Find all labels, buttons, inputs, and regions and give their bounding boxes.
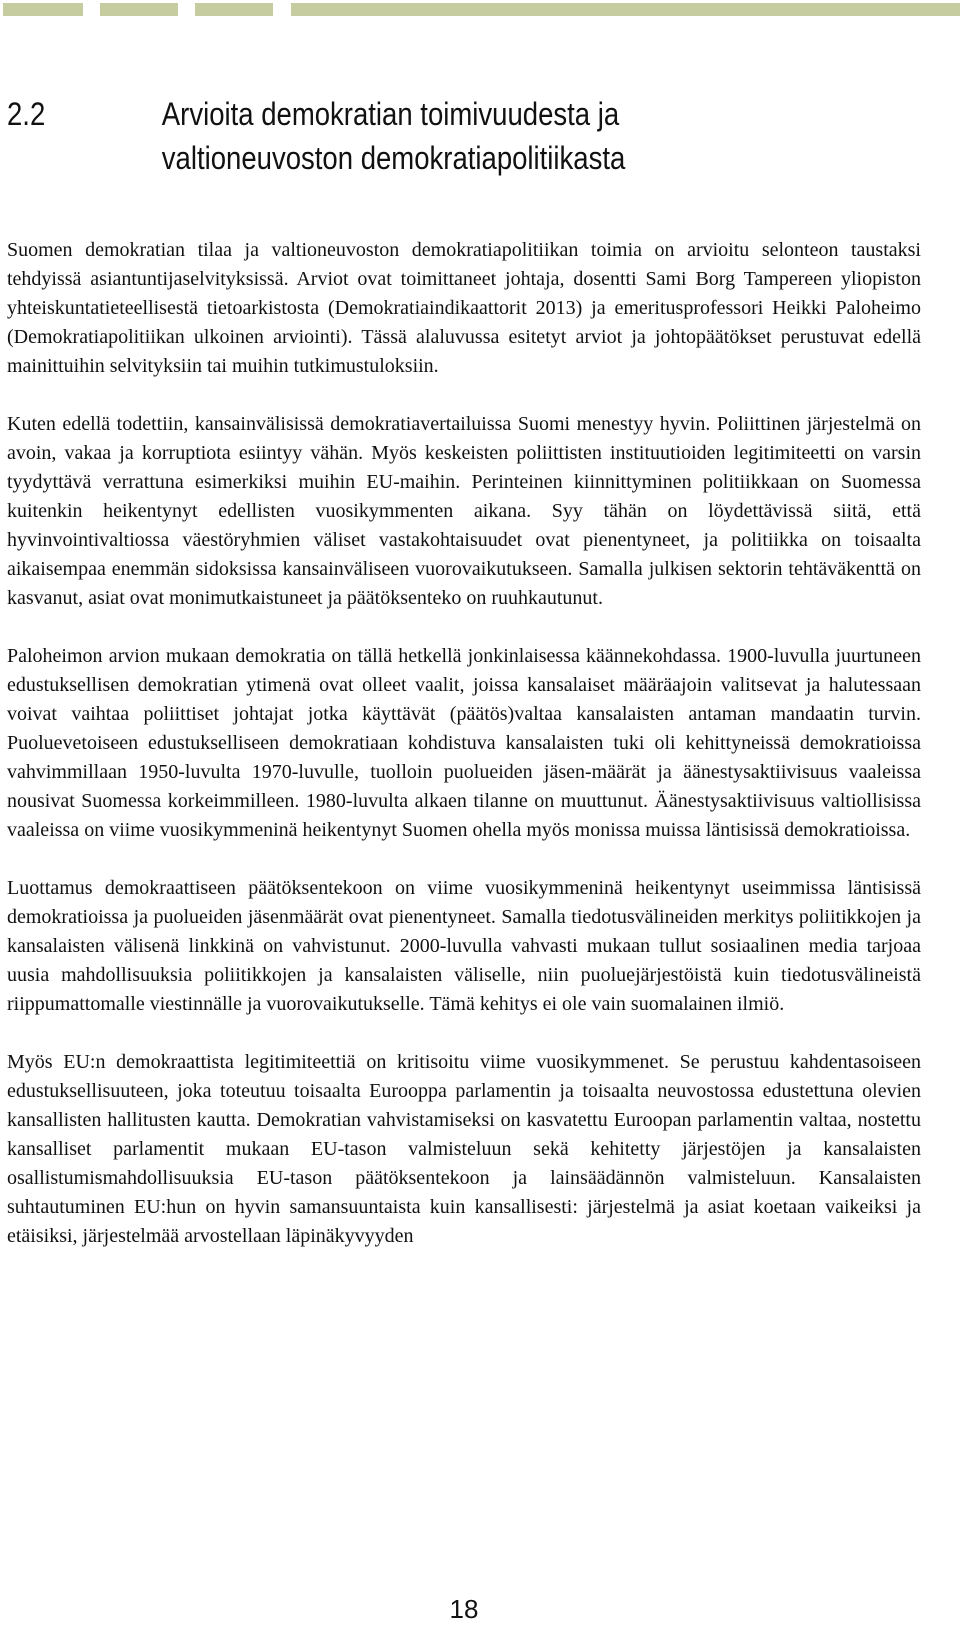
paragraph: Paloheimon arvion mukaan demokratia on tällä hetkellä jonkinlaisessa käännekohdassa. 1900-luvulla juurtuneen edustuksellisen demokratian ytimenä ovat olleet vaalit, joissa kansalaiset määräajoin valitsevat ja halutessaan voivat vaihtaa poliittiset johtajat jotka käyttävät (päätös)valtaa kansalaisten antaman mandaatin turvin. Puoluevetoiseen edustukselliseen demokratiaan kohdistuva kansalaisten tuki oli kehittyneissä demokratioissa vahvimmillaan 1950-luvulta 1970-luvulle, tuolloin puolueiden jäsen-määrät ja äänestysaktiivisuus vaaleissa nousivat Suomessa korkeimmilleen. 1980-luvulta alkaen tilanne on muuttunut. Äänestysaktiivisuus valtiollisissa vaaleissa on viime vuosikymmeninä heikentynyt Suomen ohella myös monissa muissa läntisissä demokratioissa. <box>7 645 921 841</box>
header-bar <box>291 3 960 16</box>
body-text <box>7 236 921 1251</box>
header-bar <box>3 3 83 16</box>
header-bar <box>195 3 273 16</box>
paragraph: Kuten edellä todettiin, kansainvälisissä demokratiavertailuissa Suomi menestyy hyvin. Poliittinen järjestelmä on avoin, vakaa ja korruptiota esiintyy vähän. Myös keskeisten poliittisten instituutioiden legitimiteetti on varsin tyydyttävä verrattuna esimerkiksi muihin EU-maihin. Perinteinen kiinnittyminen politiikkaan on Suomessa kuitenkin heikentynyt edellisten vuosikymmenten aikana. Syy tähän on löydettävissä siitä, että hyvinvointivaltiossa väestöryhmien väliset vastakohtaisuudet ovat pienentyneet, ja politiikka on toisaalta aikaisempaa enemmän sidoksissa kansainväliseen vuorovaikutukseen. Samalla julkisen sektorin tehtäväkenttä on kasvanut, asiat ovat monimutkaistuneet ja päätöksenteko on ruuhkautunut. <box>7 413 921 609</box>
paragraph: Luottamus demokraattiseen päätöksentekoon on viime vuosikymmeninä heikentynyt useimmissa läntisissä demokratioissa ja puolueiden jäsenmäärät ovat pienentyneet. Samalla tiedotusvälineiden merkitys poliitikkojen ja kansalaisten välisenä linkkinä on vahvistunut. 2000-luvulla vahvasti mukaan tullut sosiaalinen media tarjoaa uusia mahdollisuuksia poliitikkojen ja kansalaisten väliselle, niin puoluejärjestöistä kuin tiedotusvälineistä riippumattomalle viestinnälle ja vuorovaikutukselle. Tämä kehitys ei ole vain suomalainen ilmiö. <box>7 877 921 1015</box>
paragraph: Myös EU:n demokraattista legitimiteettiä on kritisoitu viime vuosikymmenet. Se perustuu kahdentasoiseen edustuksellisuuteen, joka toteutuu toisaalta Eurooppa parlamentin ja toisaalta neuvostossa edustettuna olevien kansallisten hallitusten kautta. Demokratian vahvistamiseksi on kasvatettu Euroopan parlamentin valtaa, nostettu kansalliset parlamentit mukaan EU-tason valmisteluun sekä kehitetty järjestöjen ja kansalaisten osallistumismahdollisuuksia EU-tason päätöksentekoon ja lainsäädännön valmisteluun. Kansalaisten suhtautuminen EU:hun on hyvin samansuuntaista kuin kansallisesti: järjestelmä ja asiat koetaan vaikeiksi ja etäisiksi, järjestelmää arvostellaan läpinäkyvyyden <box>7 1051 921 1247</box>
header-bar <box>100 3 178 16</box>
page-number: 18 <box>449 1594 479 1624</box>
section-number: 2.2 <box>7 96 46 132</box>
section-title-line: Arvioita demokratian toimivuudesta ja <box>161 96 620 132</box>
paragraph: Suomen demokratian tilaa ja valtioneuvoston demokratiapolitiikan toimia on arvioitu selonteon taustaksi tehdyissä asiantuntijaselvityksissä. Arviot ovat toimittaneet johtaja, dosentti Sami Borg Tampereen yliopiston yhteiskuntatieteellisestä tietoarkistosta (Demokratiaindikaattorit 2013) ja emeritusprofessori Heikki Paloheimo (Demokratiapolitiikan ulkoinen arviointi). Tässä alaluvussa esitetyt arviot ja johtopäätökset perustuvat edellä mainittuihin selvityksiin tai muihin tutkimustuloksiin. <box>7 239 921 377</box>
header-decoration <box>0 3 960 16</box>
section-title-line: valtioneuvoston demokratiapolitiikasta <box>161 140 626 176</box>
section-title <box>162 92 953 180</box>
